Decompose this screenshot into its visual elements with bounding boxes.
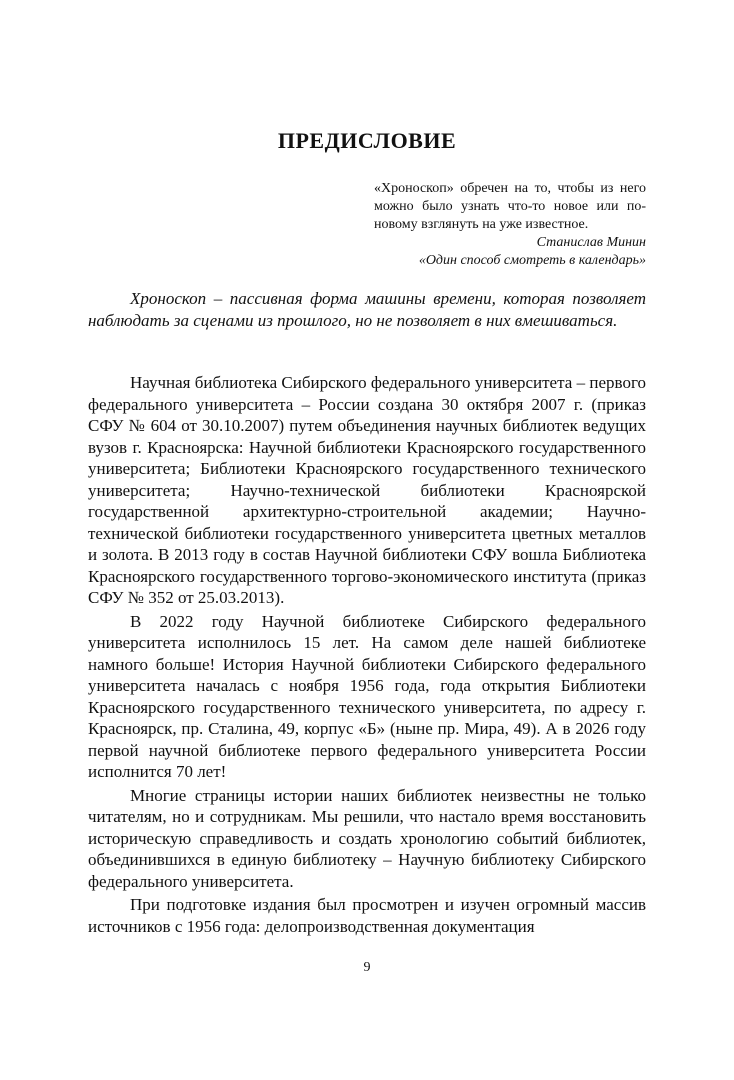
- paragraph: В 2022 году Научной библиотеке Сибирского федерального университета исполнилось 15 лет. На самом деле нашей библиотеке намного больше! История Научной библиотеки Сибирского федерального университета началась с ноября 1956 года, года открытия Библиотеки Красноярского государственного технического университета, по адресу г. Красноярск, пр. Сталина, 49, корпус «Б» (ныне пр. Мира, 49). А в 2026 году первой научной библиотеке первого федерального университета России исполнится 70 лет!: [88, 611, 646, 781]
- page-number: 9: [363, 960, 371, 975]
- epigraph-quote: «Хроноскоп» обречен на то, чтобы из него можно было узнать что-то новое или по-новому взглянуть на уже известное.: [374, 181, 646, 232]
- body-text: [88, 372, 646, 939]
- paragraph: Научная библиотека Сибирского федерального университета – первого федерального университета – России создана 30 октября 2007 г. (приказ СФУ № 604 от 30.10.2007) путем объединения научных библиотек ведущих вузов г. Красноярска: Научной библиотеки Красноярского государственного университета; Библиотеки Красноярского государственного технического университета; Научно-технической библиотеки Красноярской государственной архитектурно-строительной академии; Научно-технической библиотеки государственного университета цветных металлов и золота. В 2013 году в состав Научной библиотеки СФУ вошла Библиотека Красноярского государственного торгово-экономического института (приказ СФУ № 352 от 25.03.2013).: [88, 373, 646, 607]
- paragraph: При подготовке издания был просмотрен и изучен огромный массив источников с 1956 года: делопроизводственная документация: [88, 895, 646, 936]
- epigraph-source: «Один способ смотреть в календарь»: [418, 253, 646, 268]
- epigraph: [374, 180, 646, 270]
- epigraph-author: Станислав Минин: [536, 235, 646, 250]
- paragraph: Многие страницы истории наших библиотек неизвестны не только читателям, но и сотрудникам. Мы решили, что настало время восстановить историческую справедливость и создать хронологию событий библиотек, объединившихся в единую библиотеку – Научную библиотеку Сибирского федерального университета.: [88, 785, 646, 891]
- intro-paragraph: Хроноскоп – пассивная форма машины времени, которая позволяет наблюдать за сценами из прошлого, но не позволяет в них вмешиваться.: [88, 289, 646, 330]
- page-title: ПРЕДИСЛОВИЕ: [277, 128, 457, 153]
